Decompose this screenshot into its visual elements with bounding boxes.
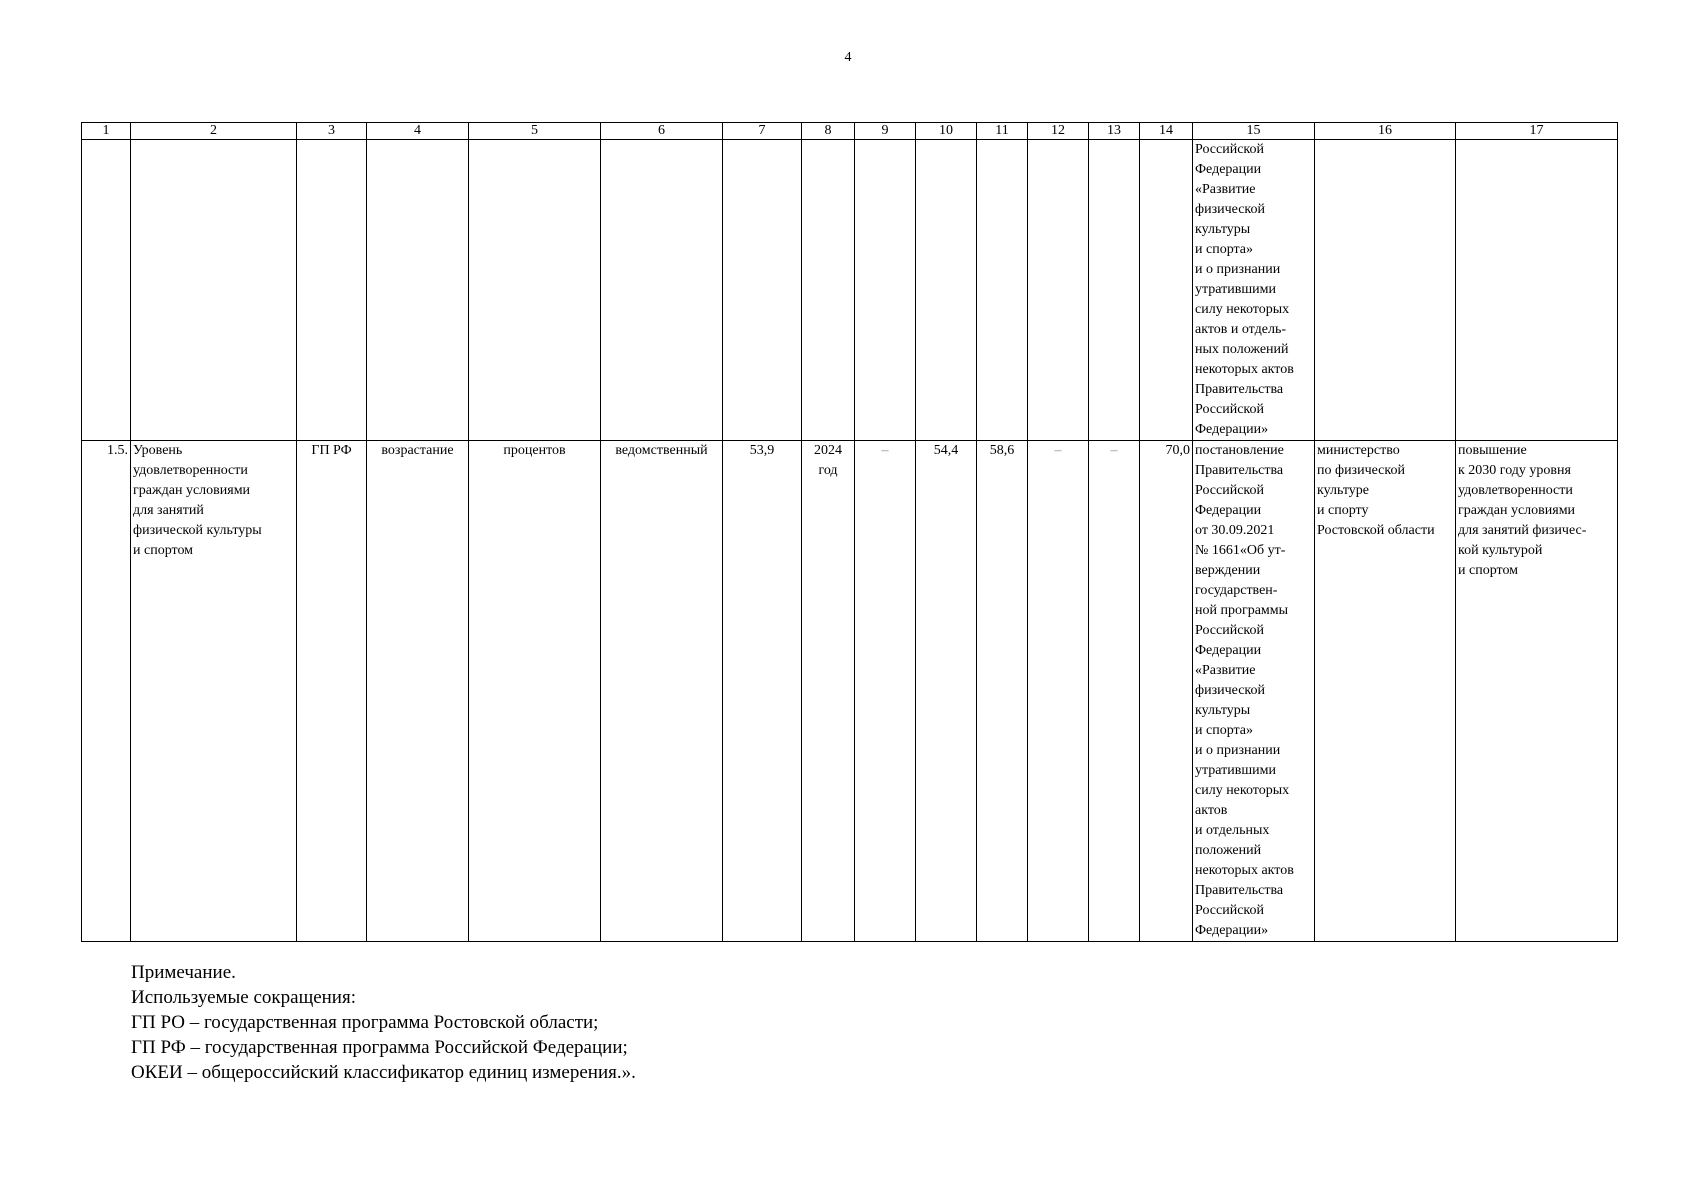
header-col-13: 13 <box>1089 123 1140 140</box>
cell <box>723 140 802 441</box>
value-col-13-cell: – <box>1089 441 1140 942</box>
header-col-1: 1 <box>82 123 131 140</box>
header-col-12: 12 <box>1028 123 1089 140</box>
table-row-1-5 <box>82 441 1618 942</box>
goal-cell: повышение к 2030 году уровня удовлетворенности граждан условиями для занятий физичес- кой культурой и спортом <box>1456 441 1618 942</box>
header-col-14: 14 <box>1140 123 1193 140</box>
header-col-10: 10 <box>916 123 977 140</box>
base-year-cell: 2024 год <box>802 441 855 942</box>
unit-cell: процентов <box>469 441 601 942</box>
cell <box>802 140 855 441</box>
indicators-table <box>81 122 1618 942</box>
header-col-8: 8 <box>802 123 855 140</box>
row-number-cell: 1.5. <box>82 441 131 942</box>
header-row <box>82 123 1618 140</box>
footnote-block <box>131 960 636 1085</box>
cell <box>855 140 916 441</box>
cell <box>1456 140 1618 441</box>
header-col-11: 11 <box>977 123 1028 140</box>
cell <box>601 140 723 441</box>
header-col-2: 2 <box>131 123 297 140</box>
value-col-12-cell: – <box>1028 441 1089 942</box>
cell <box>1028 140 1089 441</box>
header-col-15: 15 <box>1193 123 1315 140</box>
header-col-3: 3 <box>297 123 367 140</box>
cell <box>297 140 367 441</box>
header-col-4: 4 <box>367 123 469 140</box>
regulation-cell: постановление Правительства Российской Федерации от 30.09.2021 № 1661«Об ут- верждении государствен- ной программы Российской Федерации «Развитие физической культуры и спорта» и о признании утратившими силу некоторых актов и отдельных положений некоторых актов Правительства Российской Федерации» <box>1193 441 1315 942</box>
cell <box>469 140 601 441</box>
base-value-cell: 53,9 <box>723 441 802 942</box>
continuation-row <box>82 140 1618 441</box>
cell <box>131 140 297 441</box>
header-col-5: 5 <box>469 123 601 140</box>
header-col-7: 7 <box>723 123 802 140</box>
cell <box>977 140 1028 441</box>
page-number: 4 <box>844 50 852 65</box>
value-col-10-cell: 54,4 <box>916 441 977 942</box>
header-col-16: 16 <box>1315 123 1456 140</box>
value-col-11-cell: 58,6 <box>977 441 1028 942</box>
note-abbreviation-gp-ro: ГП РО – государственная программа Ростовской области; <box>131 1012 599 1033</box>
note-abbreviations-heading: Используемые сокращения: <box>131 987 356 1008</box>
note-title: Примечание. <box>131 962 236 983</box>
value-col-9-cell: – <box>855 441 916 942</box>
cell <box>82 140 131 441</box>
program-cell: ГП РФ <box>297 441 367 942</box>
header-col-6: 6 <box>601 123 723 140</box>
cell <box>1089 140 1140 441</box>
cell <box>367 140 469 441</box>
continuation-regulation-cell: Российской Федерации «Развитие физической культуры и спорта» и о признании утратившими силу некоторых актов и отдель- ных положений некоторых актов Правительства Российской Федерации» <box>1193 140 1315 441</box>
indicator-name-cell: Уровень удовлетворенности граждан условиями для занятий физической культуры и спортом <box>131 441 297 942</box>
note-abbreviation-okei: ОКЕИ – общероссийский классификатор единиц измерения.». <box>131 1062 636 1083</box>
value-col-14-cell: 70,0 <box>1140 441 1193 942</box>
trend-cell: возрастание <box>367 441 469 942</box>
responsible-body-cell: министерство по физической культуре и спорту Ростовской области <box>1315 441 1456 942</box>
cell <box>916 140 977 441</box>
header-col-9: 9 <box>855 123 916 140</box>
header-col-17: 17 <box>1456 123 1618 140</box>
cell <box>1315 140 1456 441</box>
cell <box>1140 140 1193 441</box>
note-abbreviation-gp-rf: ГП РФ – государственная программа Российской Федерации; <box>131 1037 628 1058</box>
indicator-type-cell: ведомственный <box>601 441 723 942</box>
